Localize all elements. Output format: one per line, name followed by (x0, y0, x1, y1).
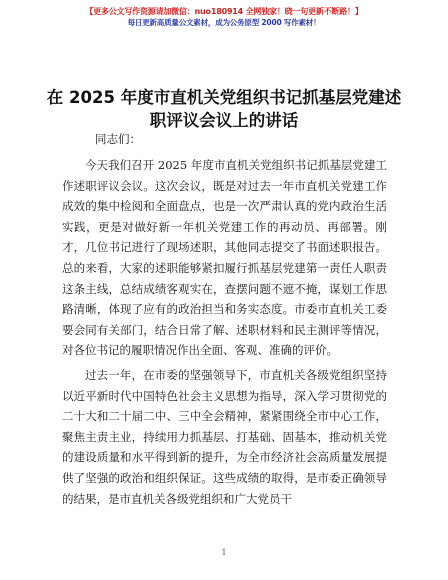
paragraph-1: 今天我们召开 2025 年度市直机关党组织书记抓基层党建工作述职评议会议。这次会议，既是对过去一年市直机关党建工作成效的集中检阅和全面盘点，也是一次严肃认真的党内政治生活实践，更是对做好新一年机关党建工作的再动员、再部署。刚才，几位书记进行了现场述职，其他同志提交了书面述职报告。总的来看，大家的述职能够紧扣履行抓基层党建第一责任人职责这条主线，总结成绩客观实在，查摆问题不遮不掩，谋划工作思路清晰，体现了应有的政治担当和务实态度。市委市直机关工委要会同有关部门，结合日常了解、述职材料和民主测评等情况，对各位书记的履职情况作出全面、客观、准确的评价。 (62, 158, 387, 358)
paragraph-2: 过去一年，在市委的坚强领导下，市直机关各级党组织坚持以近平新时代中国特色社会主义思想为指导，深入学习贯彻党的二十大和二十届二中、三中全会精神，紧紧围绕全市中心工作，聚焦主责主业，持续用力抓基层、打基础、固基本，推动机关党的建设质量和水平得到新的提升，为全市经济社会高质量发展提供了坚强的政治和组织保证。这些成绩的取得，是市委正确领导的结果，是市直机关各级党组织和广大党员干 (62, 367, 387, 506)
page-number: 1 (221, 548, 227, 557)
header-banner (0, 6, 448, 28)
salutation: 同志们： (95, 132, 141, 146)
banner-line-2: 每日更新高质量公文素材，成为公务原型 2000 写作素材！ (127, 18, 321, 27)
document-body (62, 155, 387, 509)
document-title: 在 2025 年度市直机关党组织书记抓基层党建述职评议会议上的讲话 (46, 88, 402, 130)
banner-line-1: 【更多公文写作资源请加微信：nuo180914 全网独家！晓一句更新不断路！】 (85, 7, 363, 16)
